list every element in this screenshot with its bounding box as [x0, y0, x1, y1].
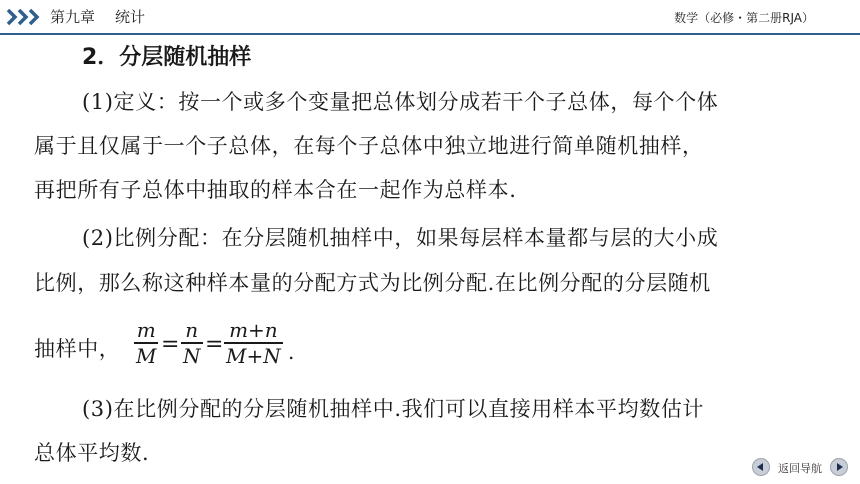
- book-title: 数学（必修・第二册RJA）: [674, 11, 814, 25]
- chapter-heading: [50, 6, 145, 27]
- back-to-nav-link[interactable]: 返回导航: [778, 462, 822, 475]
- fraction-m-over-M: [134, 318, 158, 368]
- formula-period: .: [288, 340, 295, 364]
- next-page-button[interactable]: [830, 458, 848, 476]
- formula-lead-text: 抽样中，: [34, 337, 121, 361]
- arrow-left-icon: [753, 459, 769, 475]
- fraction-n-over-N: [181, 318, 203, 368]
- estimate-line-2: 总体平均数.: [34, 441, 150, 465]
- prev-page-button[interactable]: [752, 458, 770, 476]
- estimate-line-1: (3)在比例分配的分层随机抽样中.我们可以直接用样本平均数估计: [82, 397, 705, 421]
- fraction-denominator: N: [183, 343, 201, 368]
- chapter-topic: 统计: [115, 8, 146, 26]
- arrow-right-icon: [831, 459, 847, 475]
- chapter-number: 第九章: [50, 8, 96, 26]
- triple-chevron-icon: [6, 8, 46, 26]
- fraction-numerator: n: [185, 318, 199, 342]
- footer-nav: [752, 458, 852, 478]
- proportion-line-1: (2)比例分配：在分层随机抽样中，如果每层样本量都与层的大小成: [82, 226, 719, 250]
- fraction-denominator: M: [136, 343, 157, 368]
- definition-line-1: (1)定义：按一个或多个变量把总体划分成若干个子总体，每个个体: [82, 90, 719, 114]
- equals-sign: =: [161, 332, 180, 357]
- header-divider: [0, 33, 860, 35]
- definition-line-3: 再把所有子总体中抽取的样本合在一起作为总样本.: [34, 178, 517, 202]
- section-title: 2．分层随机抽样: [82, 45, 252, 70]
- fraction-numerator: m: [136, 318, 156, 342]
- fraction-numerator: m+n: [229, 318, 278, 342]
- definition-line-2: 属于且仅属于一个子总体，在每个子总体中独立地进行简单随机抽样，: [34, 134, 704, 158]
- fraction-denominator: M+N: [226, 343, 281, 368]
- equals-sign: =: [205, 332, 224, 357]
- proportion-line-2: 比例，那么称这种样本量的分配方式为比例分配.在比例分配的分层随机: [34, 271, 711, 295]
- page-header: [0, 0, 860, 34]
- fraction-sum: [224, 318, 283, 368]
